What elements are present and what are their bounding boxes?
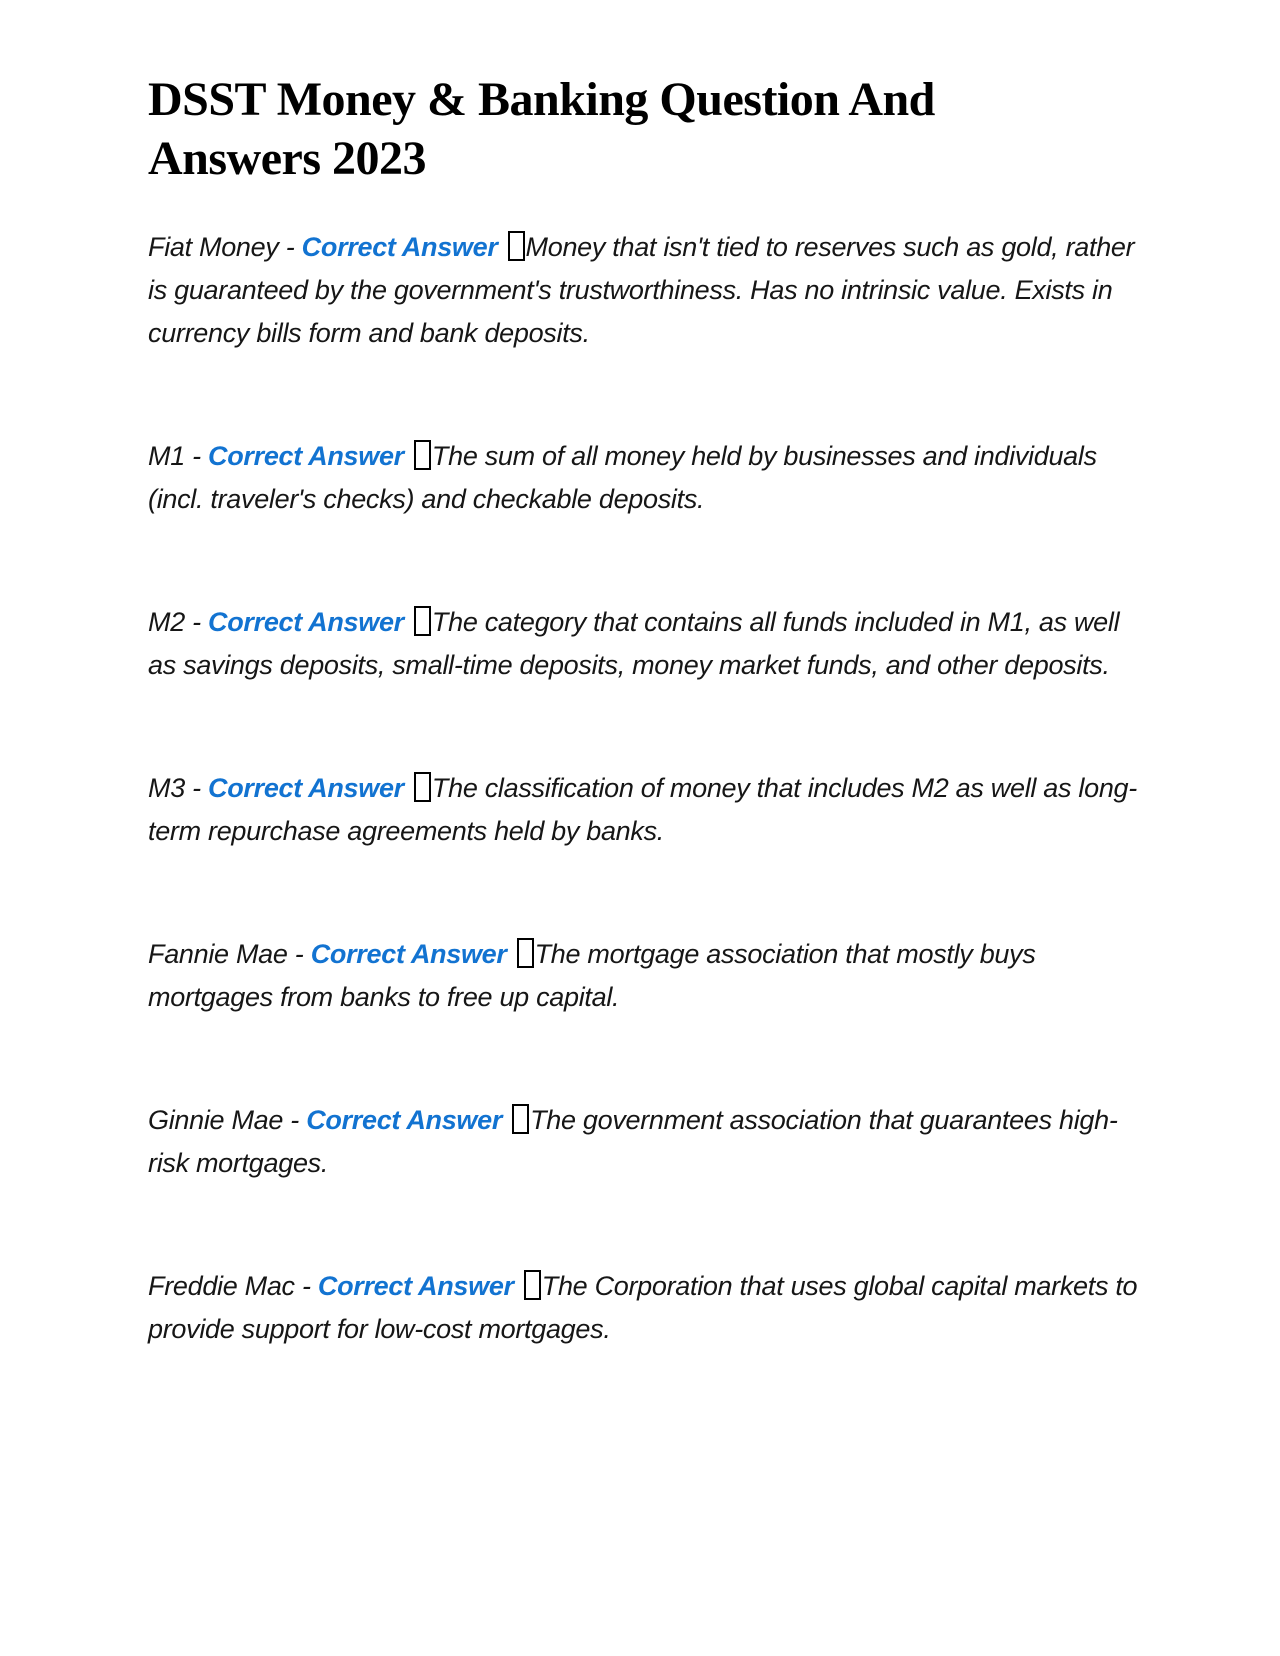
term-text: Freddie Mac <box>148 1271 295 1301</box>
placeholder-box-icon <box>524 1270 541 1300</box>
correct-answer-label: Correct Answer <box>310 939 507 969</box>
placeholder-box-icon <box>414 772 431 802</box>
term-separator: - <box>184 441 209 471</box>
definition-text: The sum of all money held by businesses and individuals (incl. traveler's checks) and checkable deposits. <box>148 441 1097 514</box>
qa-entry <box>148 435 1140 521</box>
correct-answer-label: Correct Answer <box>306 1105 503 1135</box>
qa-entry <box>148 1099 1140 1185</box>
correct-answer-label: Correct Answer <box>208 441 404 471</box>
definition-text: The mortgage association that mostly buys mortgages from banks to free up capital. <box>148 939 1036 1012</box>
page-title-line-2: Answers 2023 <box>148 132 426 185</box>
placeholder-box-icon <box>508 231 525 261</box>
term-separator: - <box>283 1105 307 1135</box>
qa-entry <box>148 767 1140 853</box>
term-text: M3 <box>148 773 185 803</box>
term-separator: - <box>287 939 311 969</box>
term-text: M2 <box>148 607 185 637</box>
definition-text: The Corporation that uses global capital markets to provide support for low-cost mortgages. <box>148 1271 1138 1344</box>
term-separator: - <box>184 773 209 803</box>
term-separator: - <box>184 607 209 637</box>
definition-text: The classification of money that includes M2 as well as long-term repurchase agreements held by banks. <box>148 773 1137 846</box>
page-title <box>148 70 1140 188</box>
term-separator: - <box>278 232 302 262</box>
placeholder-box-icon <box>414 440 431 470</box>
definition-text: The category that contains all funds included in M1, as well as savings deposits, small-time deposits, money market funds, and other deposits. <box>148 607 1120 680</box>
correct-answer-label: Correct Answer <box>208 773 404 803</box>
placeholder-box-icon <box>512 1104 529 1134</box>
qa-entry <box>148 226 1140 355</box>
term-text: Fannie Mae <box>148 939 288 969</box>
qa-entry <box>148 1265 1140 1351</box>
page-title-line-1: DSST Money & Banking Question And <box>148 73 935 126</box>
term-text: M1 <box>148 441 185 471</box>
term-text: Ginnie Mae <box>148 1105 284 1135</box>
correct-answer-label: Correct Answer <box>301 232 498 262</box>
correct-answer-label: Correct Answer <box>317 1271 514 1301</box>
qa-entry <box>148 601 1140 687</box>
correct-answer-label: Correct Answer <box>208 607 404 637</box>
placeholder-box-icon <box>517 938 534 968</box>
placeholder-box-icon <box>414 606 431 636</box>
term-text: Fiat Money <box>148 232 279 262</box>
definition-text: The government association that guarantees high-risk mortgages. <box>148 1105 1118 1178</box>
qa-entry <box>148 933 1140 1019</box>
definition-text: Money that isn't tied to reserves such as gold, rather is guaranteed by the government's trustworthiness. Has no intrinsic value. Exists in currency bills form and bank deposits. <box>148 232 1135 348</box>
term-separator: - <box>294 1271 318 1301</box>
